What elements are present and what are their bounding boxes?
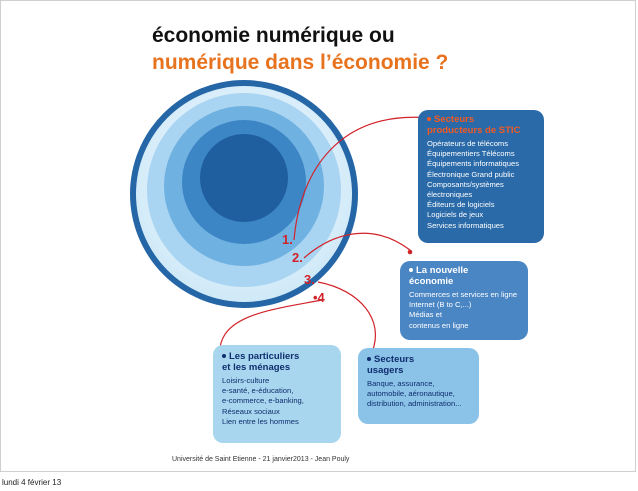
list-item: Équipementiers Télécoms bbox=[427, 149, 515, 159]
box-title: Les particuliers et les ménages bbox=[222, 351, 300, 373]
box-list bbox=[367, 379, 475, 410]
ring-label-3: 3. bbox=[304, 272, 315, 287]
ring-label-1: 1. bbox=[282, 232, 293, 247]
list-item: électroniques bbox=[427, 190, 473, 200]
list-item: Banque, assurance, bbox=[367, 379, 435, 388]
list-item: Électronique Grand public bbox=[427, 169, 515, 179]
list-item: e-commerce, e-banking, bbox=[222, 396, 304, 406]
list-item: Réseaux sociaux bbox=[222, 406, 280, 416]
box-list bbox=[409, 290, 524, 331]
list-item: Équipements informatiques bbox=[427, 159, 520, 169]
bullet-icon bbox=[409, 268, 413, 272]
list-item: Lien entre les hommes bbox=[222, 416, 299, 426]
list-item: contenus en ligne bbox=[409, 320, 469, 330]
bullet-icon bbox=[427, 117, 431, 121]
connector-3 bbox=[318, 282, 375, 352]
list-item: Loisirs-culture bbox=[222, 376, 270, 385]
title-line-2: numérique dans l’économie ? bbox=[152, 51, 449, 74]
box-stic-producers bbox=[418, 110, 544, 243]
ring-1 bbox=[200, 134, 288, 222]
list-item: Médias et bbox=[409, 310, 442, 320]
list-item: e-santé, e-éducation, bbox=[222, 386, 294, 396]
slide-date: lundi 4 février 13 bbox=[2, 478, 62, 487]
list-item: Éditeurs de logiciels bbox=[427, 200, 495, 210]
list-item: automobile, aéronautique, bbox=[367, 389, 455, 399]
box-households bbox=[213, 345, 341, 443]
box-list bbox=[427, 139, 540, 231]
list-item: Composants/systèmes bbox=[427, 179, 504, 189]
list-item: Opérateurs de télécoms bbox=[427, 139, 509, 148]
list-item: Logiciels de jeux bbox=[427, 210, 484, 220]
ring-label-4: •4 bbox=[313, 290, 325, 305]
box-list bbox=[222, 376, 337, 427]
ring-label-2: 2. bbox=[292, 250, 303, 265]
list-item: Commerces et services en ligne bbox=[409, 290, 518, 299]
list-item: Internet (B to C,...) bbox=[409, 300, 472, 310]
title-line-1: économie numérique ou bbox=[152, 24, 395, 47]
connector-dot-2 bbox=[408, 250, 413, 255]
bullet-icon bbox=[222, 354, 226, 358]
slide-footer: Université de Saint Etienne - 21 janvier2013 - Jean Pouly bbox=[172, 456, 350, 463]
list-item: Services informatiques bbox=[427, 220, 504, 230]
box-title: Secteurs usagers bbox=[367, 354, 415, 376]
list-item: distribution, administration... bbox=[367, 399, 462, 409]
box-title: Secteurs producteurs de STIC bbox=[427, 114, 521, 136]
box-user-sectors bbox=[358, 348, 479, 424]
box-title: La nouvelle économie bbox=[409, 265, 469, 287]
bullet-icon bbox=[367, 357, 371, 361]
box-new-economy bbox=[400, 261, 528, 340]
